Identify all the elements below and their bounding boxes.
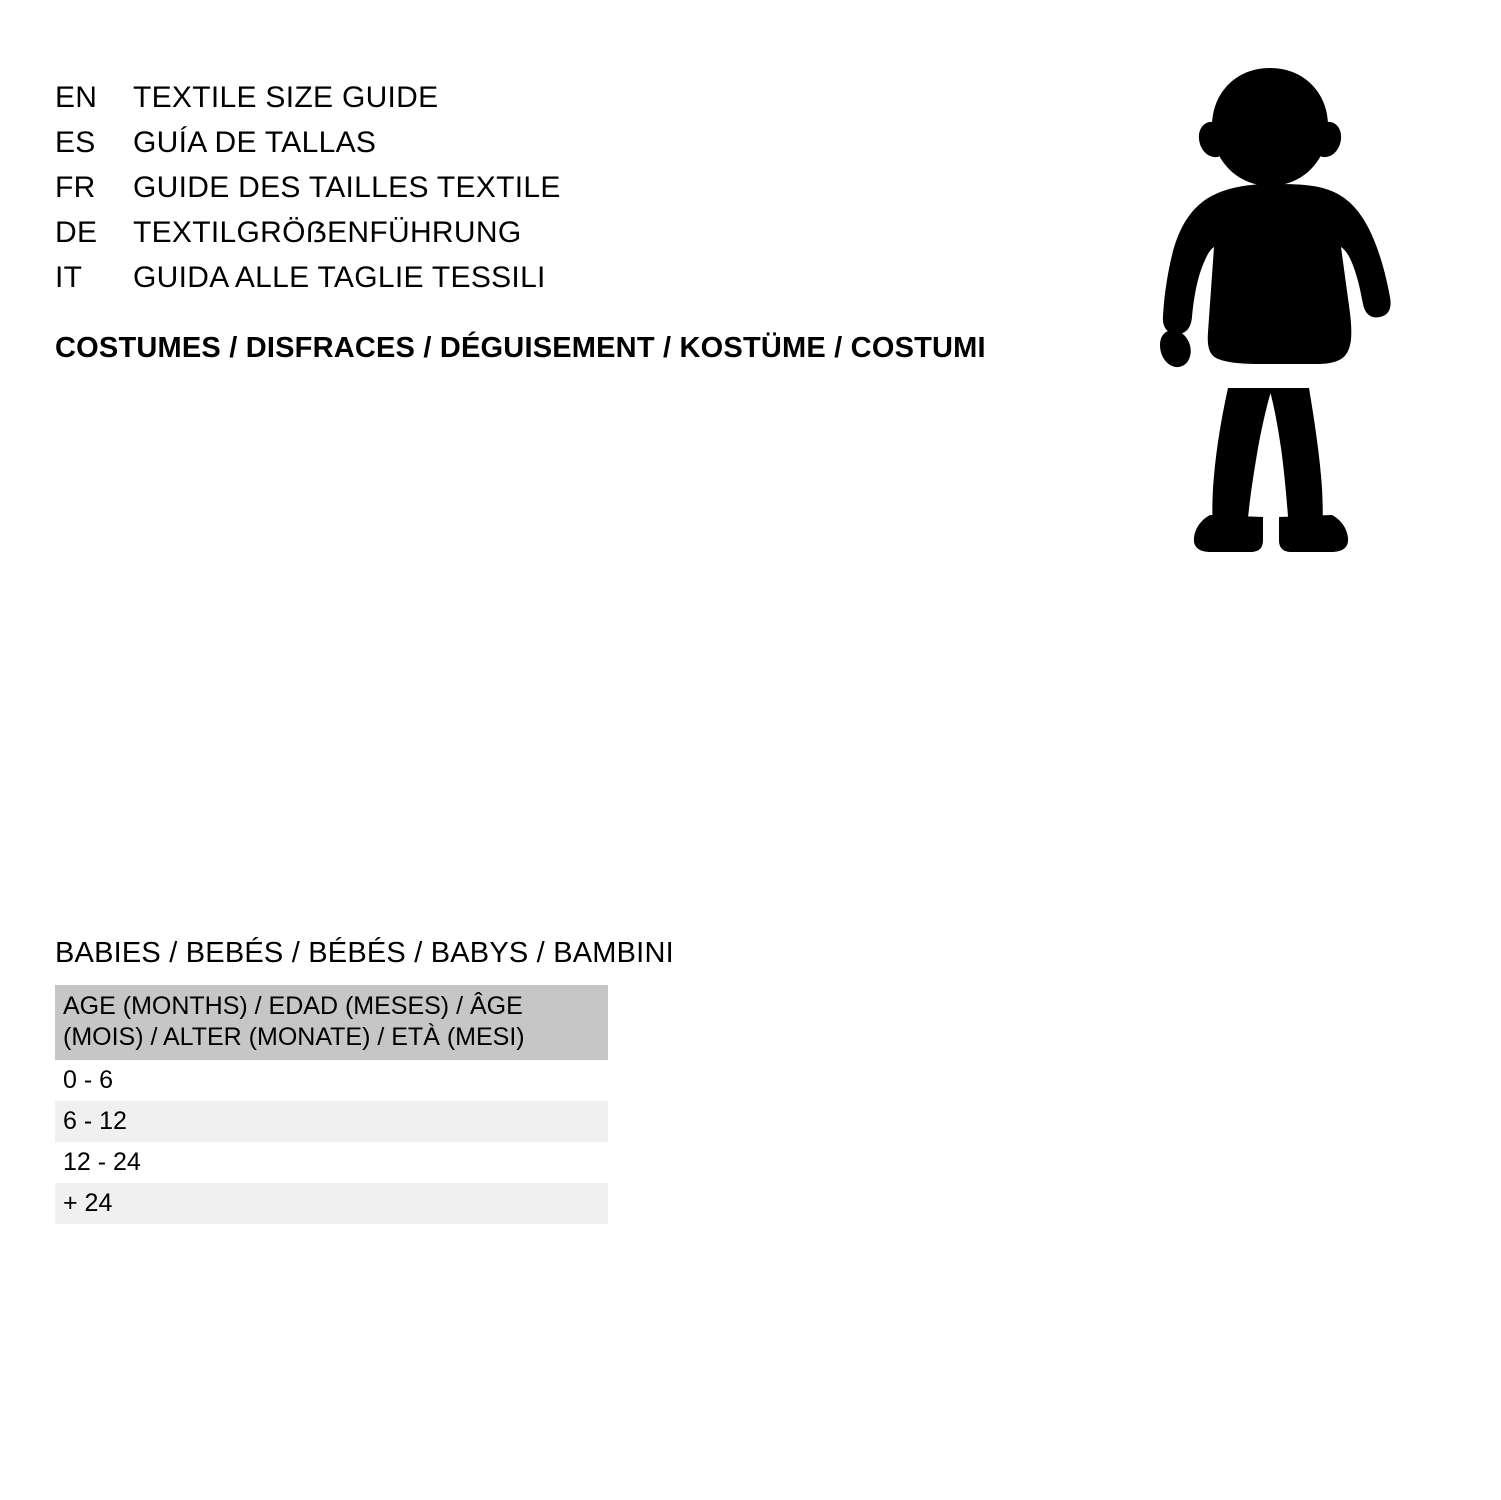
size-table — [55, 985, 608, 1224]
table-row — [55, 1101, 608, 1142]
table-row — [55, 1183, 608, 1224]
table-cell-age-0: 0 - 6 — [55, 1060, 608, 1101]
language-row-en — [55, 75, 1055, 120]
table-row — [55, 1142, 608, 1183]
language-text-en: TEXTILE SIZE GUIDE — [133, 81, 439, 114]
language-row-fr — [55, 165, 1055, 210]
language-code-es: ES — [55, 126, 96, 159]
language-text-it: GUIDA ALLE TAGLIE TESSILI — [133, 261, 546, 294]
language-code-fr: FR — [55, 171, 96, 204]
table-cell-age-1: 6 - 12 — [55, 1101, 608, 1142]
table-header-row — [55, 985, 608, 1060]
language-text-de: TEXTILGRÖẞENFÜHRUNG — [133, 216, 522, 249]
language-code-de: DE — [55, 216, 98, 249]
language-header-block — [55, 75, 1055, 300]
toddler-silhouette-icon — [1100, 60, 1440, 560]
category-line: COSTUMES / DISFRACES / DÉGUISEMENT / KOSTÜME / COSTUMI — [55, 332, 986, 364]
size-table-title: BABIES / BEBÉS / BÉBÉS / BABYS / BAMBINI — [55, 937, 674, 969]
language-row-de — [55, 210, 1055, 255]
language-row-es — [55, 120, 1055, 165]
table-column-header-age: AGE (MONTHS) / EDAD (MESES) / ÂGE (MOIS) / ALTER (MONATE) / ETÀ (MESI) — [55, 985, 608, 1060]
language-text-fr: GUIDE DES TAILLES TEXTILE — [133, 171, 561, 204]
size-table-section — [55, 935, 674, 1224]
language-row-it — [55, 255, 1055, 300]
table-row — [55, 1060, 608, 1101]
language-code-it: IT — [55, 261, 83, 294]
table-cell-age-3: + 24 — [55, 1183, 608, 1224]
language-code-en: EN — [55, 81, 98, 114]
table-cell-age-2: 12 - 24 — [55, 1142, 608, 1183]
language-text-es: GUÍA DE TALLAS — [133, 126, 377, 159]
